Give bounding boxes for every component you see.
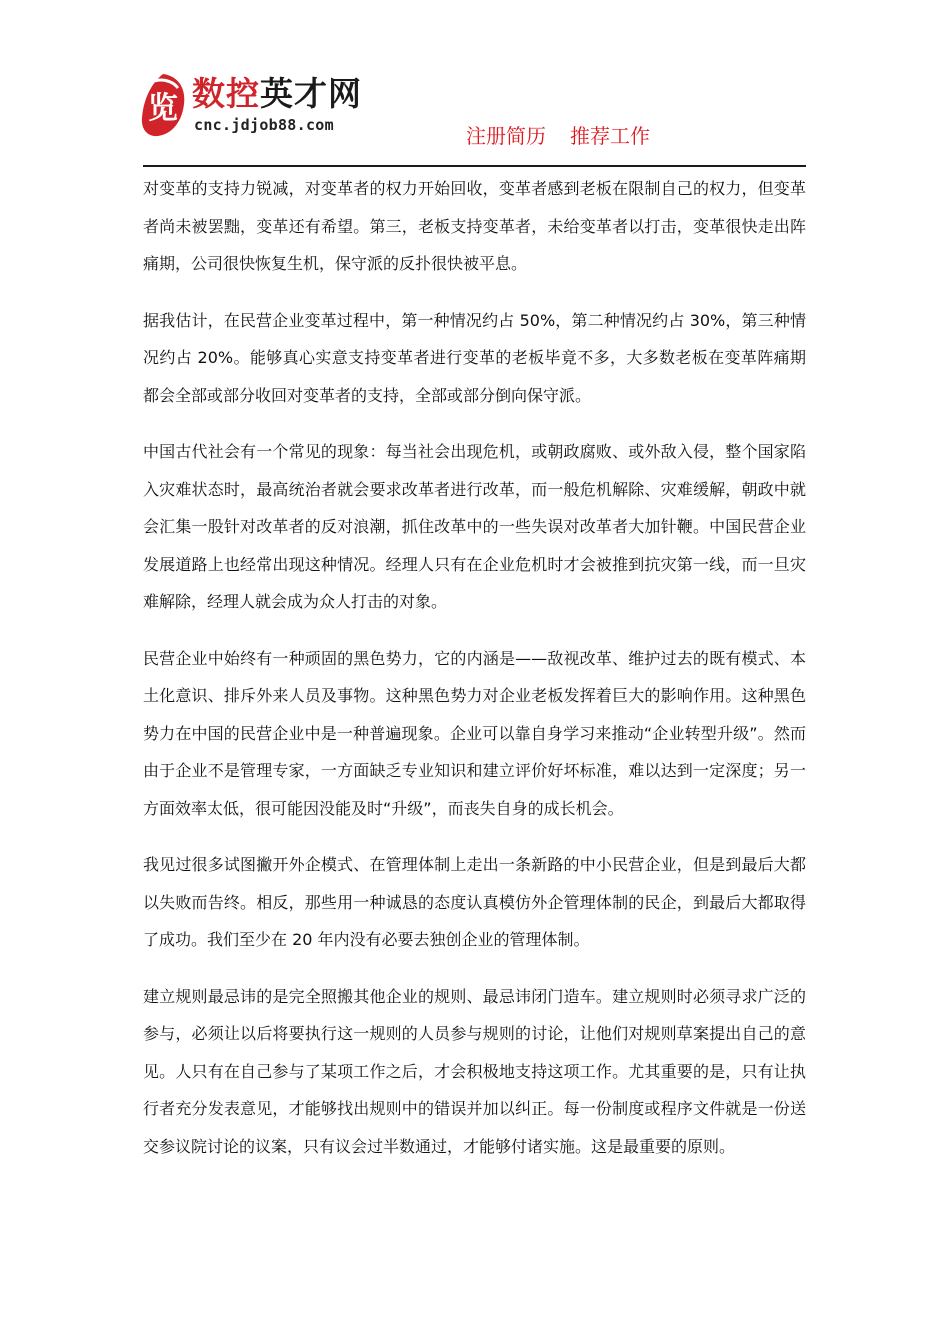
logo-url: cnc.jdjob88.com: [194, 116, 334, 134]
logo-seal-icon: [138, 72, 188, 138]
logo-title: [192, 74, 362, 114]
header-links: [466, 122, 650, 150]
paragraph: 中国古代社会有一个常见的现象：每当社会出现危机，或朝政腐败、或外敌入侵，整个国家陷入灾难状态时，最高统治者就会要求改革者进行改革，而一般危机解除、灾难缓解，朝政中就会汇集一股针对改革者的反对浪潮，抓住改革中的一些失误对改革者大加针鞭。中国民营企业发展道路上也经常出现这种情况。经理人只有在企业危机时才会被推到抗灾第一线，而一旦灾难解除，经理人就会成为众人打击的对象。: [143, 442, 806, 611]
recommend-job-link[interactable]: 推荐工作: [570, 124, 650, 148]
svg-text:览: 览: [148, 91, 178, 126]
article-body: [143, 170, 806, 1184]
register-resume-link[interactable]: 注册简历: [466, 124, 546, 148]
header-divider: [143, 165, 806, 167]
paragraph: 我见过很多试图撇开外企模式、在管理体制上走出一条新路的中小民营企业，但是到最后大都以失败而告终。相反，那些用一种诚恳的态度认真模仿外企管理体制的民企，到最后大都取得了成功。我们至少在 20 年内没有必要去独创企业的管理体制。: [143, 855, 806, 949]
paragraph: 建立规则最忌讳的是完全照搬其他企业的规则、最忌讳闭门造车。建立规则时必须寻求广泛的参与，必须让以后将要执行这一规则的人员参与规则的讨论，让他们对规则草案提出自己的意见。人只有在自己参与了某项工作之后，才会积极地支持这项工作。尤其重要的是，只有让执行者充分发表意见，才能够找出规则中的错误并加以纠正。每一份制度或程序文件就是一份送交参议院讨论的议案，只有议会过半数通过，才能够付诸实施。这是最重要的原则。: [143, 986, 806, 1156]
paragraph: 据我估计，在民营企业变革过程中，第一种情况约占 50%，第二种情况约占 30%，第三种情况约占 20%。能够真心实意支持变革者进行变革的老板毕竟不多，大多数老板在变革阵痛期都会全部或部分收回对变革者的支持，全部或部分倒向保守派。: [143, 310, 806, 405]
paragraph: 对变革的支持力锐减，对变革者的权力开始回收，变革者感到老板在限制自己的权力，但变革者尚未被罢黜，变革还有希望。第三，老板支持变革者，未给变革者以打击，变革很快走出阵痛期，公司很快恢复生机，保守派的反扑很快被平息。: [143, 179, 806, 273]
logo-title-red: 数控: [192, 74, 260, 113]
logo-title-black: 英才网: [260, 74, 362, 113]
paragraph: 民营企业中始终有一种顽固的黑色势力，它的内涵是——敌视改革、维护过去的既有模式、本土化意识、排斥外来人员及事物。这种黑色势力对企业老板发挥着巨大的影响作用。这种黑色势力在中国的民营企业中是一种普遍现象。企业可以靠自身学习来推动“企业转型升级”。然而由于企业不是管理专家，一方面缺乏专业知识和建立评价好坏标准，难以达到一定深度；另一方面效率太低，很可能因没能及时“升级”，而丧失自身的成长机会。: [143, 648, 806, 818]
page-header: [0, 0, 950, 170]
